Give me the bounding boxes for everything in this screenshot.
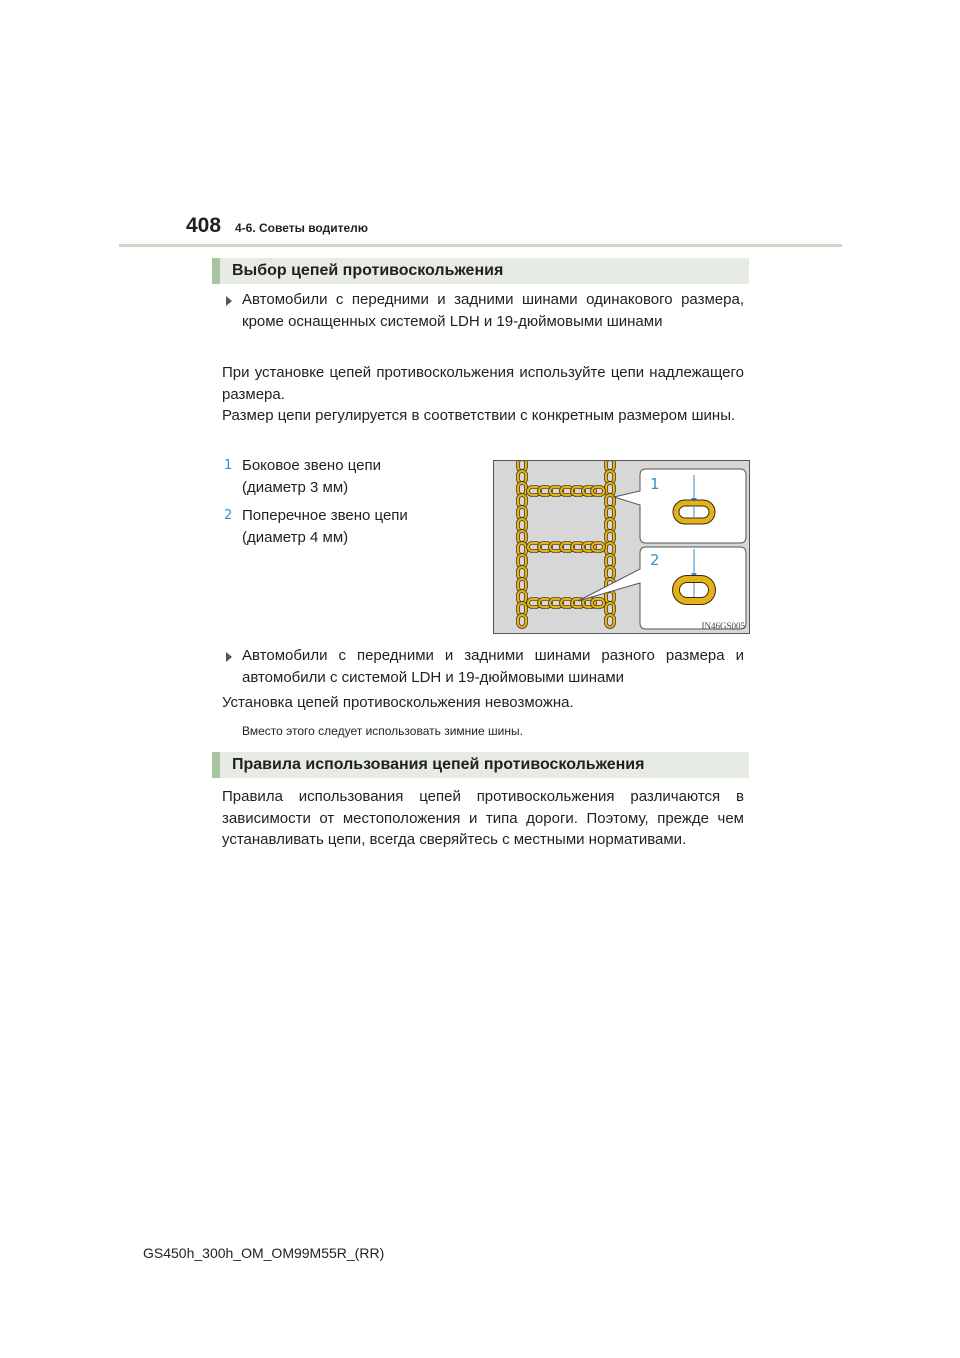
number-badge-icon — [222, 456, 236, 472]
figure-item-1-diameter: (диаметр 3 мм) — [242, 478, 349, 496]
figure-item-2-number — [222, 506, 236, 527]
figure-item-2 — [242, 505, 482, 548]
side-chain-right — [606, 461, 614, 627]
chapter-title: 4-6. Советы водителю — [235, 221, 369, 235]
footer-model-code: GS450h_300h_OM_OM99M55R_(RR) — [143, 1245, 385, 1261]
page-number: 408 — [186, 214, 222, 237]
section-heading-chain-selection — [212, 258, 749, 284]
callout-number-2: 2 — [650, 551, 660, 569]
paragraph-size-adjust: Размер цепи регулируется в соответствии с конкретным размером шины. — [222, 407, 736, 424]
note-winter-tires: Вместо этого следует использовать зимние шины. — [242, 724, 523, 738]
figure-item-1-name: Боковое звено цепи — [242, 457, 381, 474]
tire-chain-illustration — [493, 460, 750, 634]
callout-number-1: 1 — [650, 475, 660, 493]
paragraph-not-possible: Установка цепей противоскольжения невозможна. — [222, 694, 574, 711]
bullet-arrow-icon — [226, 296, 232, 306]
callout-side-link — [614, 469, 746, 543]
cross-chain-1 — [528, 487, 604, 495]
section-heading-chain-rules — [212, 752, 749, 778]
section-title: Выбор цепей противоскольжения — [232, 262, 504, 279]
figure-item-2-name: Поперечное звено цепи — [242, 507, 408, 524]
bullet-text: Автомобили с передними и задними шинами разного размера и автомобили с системой LDH и 19-дюймовыми шинами — [242, 647, 744, 686]
figure-item-2-diameter: (диаметр 4 мм) — [242, 528, 349, 546]
cross-chain-3 — [528, 599, 604, 607]
cross-chain-2 — [528, 543, 604, 551]
number-badge-text: 1 — [224, 458, 233, 472]
header-divider — [119, 244, 842, 247]
paragraph-rules: Правила использования цепей противоскольжения различаются в зависимости от местоположения и типа дороги. Поэтому, прежде чем устанавливать цепи, всегда сверяйтесь с местными нормативами. — [222, 788, 744, 848]
callout-cross-link — [578, 547, 746, 629]
section-title: Правила использования цепей противоскольжения — [232, 756, 645, 773]
bullet-arrow-icon — [226, 652, 232, 662]
figure-item-1-number — [222, 456, 236, 477]
paragraph-install-size: При установке цепей противоскольжения используйте цепи надлежащего размера. — [222, 364, 744, 403]
bullet-text: Автомобили с передними и задними шинами одинакового размера, кроме оснащенных системой LDH и 19-дюймовыми шинами — [242, 291, 744, 330]
chain-drawing — [494, 461, 749, 633]
number-badge-icon — [222, 506, 236, 522]
figure-code: IN46GS005 — [701, 621, 745, 631]
figure-item-1 — [242, 455, 482, 498]
number-badge-text: 2 — [224, 508, 233, 522]
side-chain-left — [518, 461, 526, 627]
